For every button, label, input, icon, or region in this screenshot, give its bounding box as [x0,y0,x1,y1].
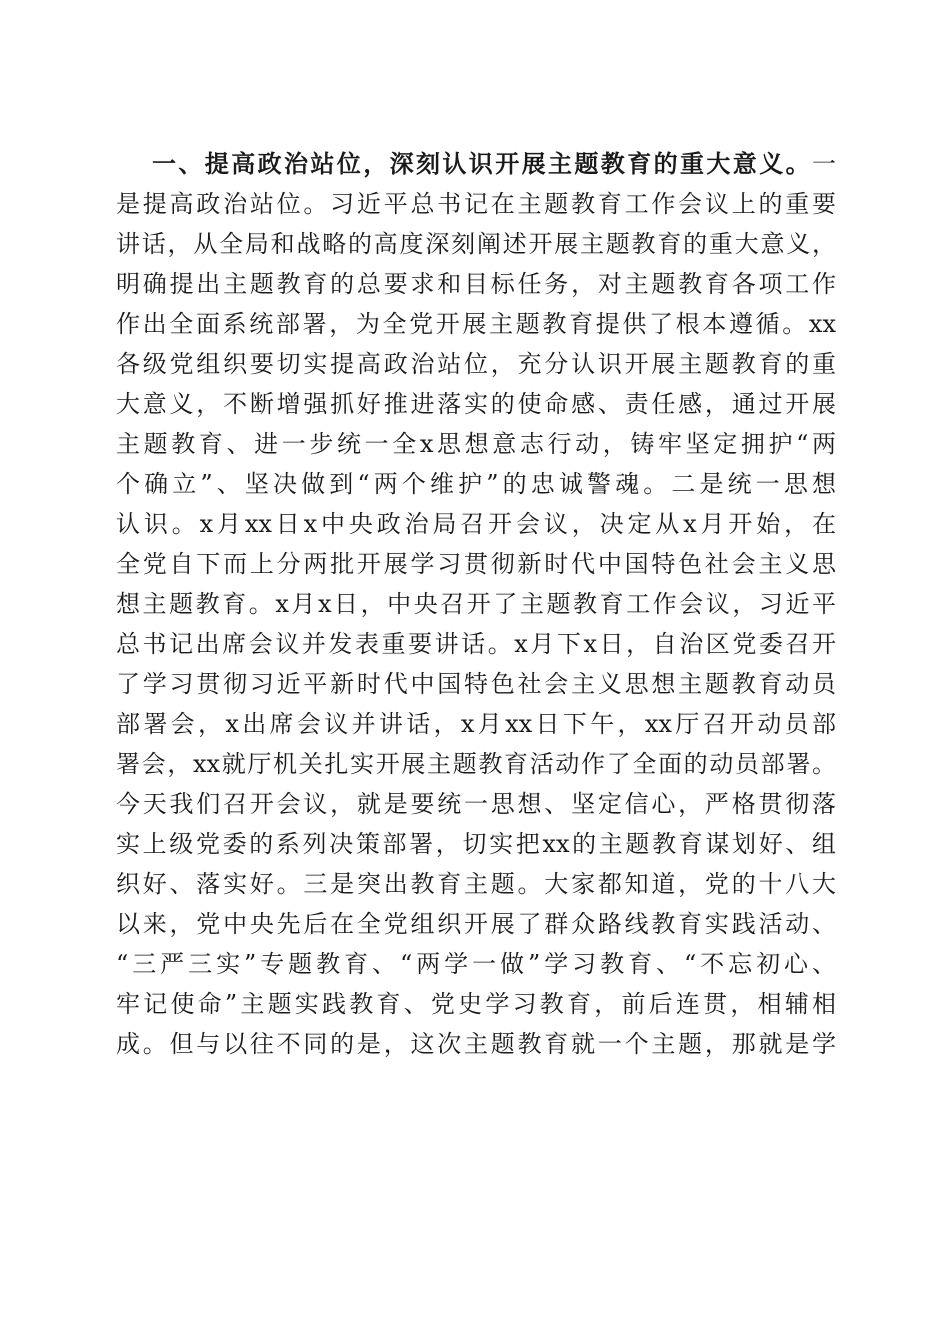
body-paragraph [116,144,836,1064]
text-line: “三严三实”专题教育、“两学一做”学习教育、“不忘初心、 [116,950,836,978]
text-line: 部署会，x出席会议并讲话，x月xx日下午，xx厅召开动员部 [116,710,836,738]
section-heading: 一、提高政治站位，深刻认识开展主题教育的重大意义。 [152,149,812,178]
text-line: 是提高政治站位。习近平总书记在主题教育工作会议上的重要 [116,190,836,218]
text-line: 织好、落实好。三是突出教育主题。大家都知道，党的十八大 [116,870,836,898]
text-line: 署会，xx就厅机关扎实开展主题教育活动作了全面的动员部署。 [116,750,836,778]
text-line: 实上级党委的系列决策部署，切实把xx的主题教育谋划好、组 [116,830,836,858]
text-line: 今天我们召开会议，就是要统一思想、坚定信心，严格贯彻落 [116,790,836,818]
text-line: 主题教育、进一步统一全x思想意志行动，铸牢坚定拥护“两 [116,430,836,458]
text-line: 成。但与以往不同的是，这次主题教育就一个主题，那就是学 [116,1030,836,1058]
text-line: 认识。x月xx日x中央政治局召开会议，决定从x月开始，在 [116,510,836,538]
text-line: 作出全面系统部署，为全党开展主题教育提供了根本遵循。xx [116,310,836,338]
text-line: 个确立”、坚决做到“两个维护”的忠诚警魂。二是统一思想 [116,470,836,498]
text-line: 以来，党中央先后在全党组织开展了群众路线教育实践活动、 [116,910,836,938]
text-line: 想主题教育。x月x日，中央召开了主题教育工作会议，习近平 [116,590,836,618]
text-line: 大意义，不断增强抓好推进落实的使命感、责任感，通过开展 [116,390,836,418]
text-line: 了学习贯彻习近平新时代中国特色社会主义思想主题教育动员 [116,670,836,698]
text-line: 全党自下而上分两批开展学习贯彻新时代中国特色社会主义思 [116,550,836,578]
text-line: 明确提出主题教育的总要求和目标任务，对主题教育各项工作 [116,270,836,298]
text-line: 牢记使命”主题实践教育、党史学习教育，前后连贯，相辅相 [116,990,836,1018]
paragraph-first-line [116,144,836,184]
text-line: 讲话，从全局和战略的高度深刻阐述开展主题教育的重大意义， [116,230,836,258]
text-line: 各级党组织要切实提高政治站位，充分认识开展主题教育的重 [116,350,836,378]
text-line: 总书记出席会议并发表重要讲话。x月下x日，自治区党委召开 [116,630,836,658]
first-line-text: 一 [812,150,836,178]
